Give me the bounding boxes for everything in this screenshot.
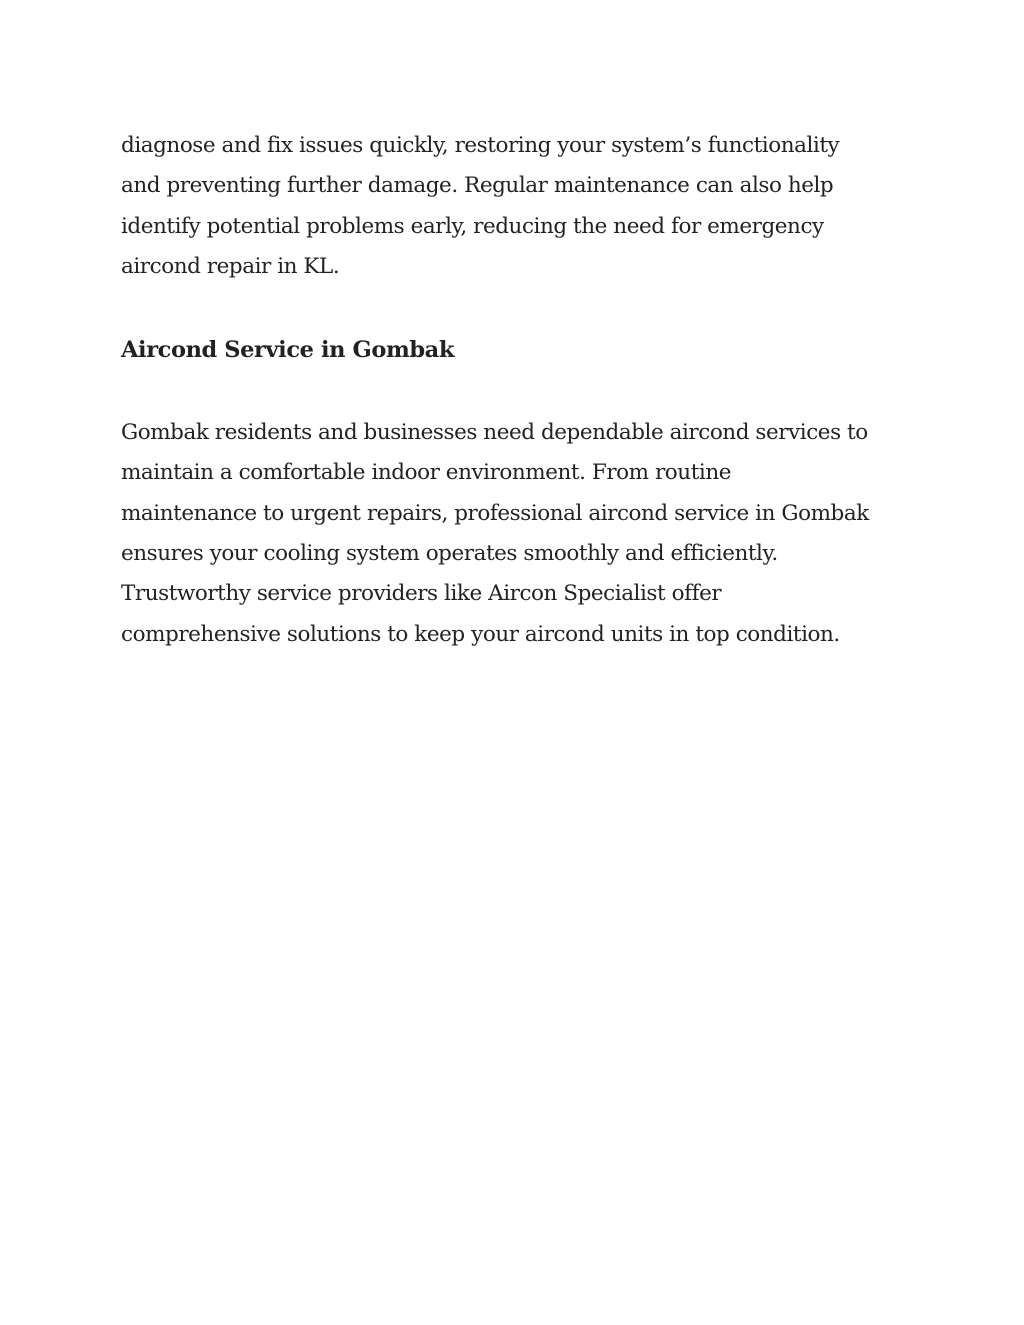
text-line: Trustworthy service providers like Aircon Specialist offer bbox=[121, 581, 722, 607]
document-body bbox=[121, 126, 921, 655]
text-line: aircond repair in KL. bbox=[121, 253, 340, 279]
section-heading: Aircond Service in Gombak bbox=[121, 337, 455, 364]
text-line: diagnose and fix issues quickly, restoring your system’s functionality bbox=[121, 133, 840, 158]
spacer bbox=[121, 287, 921, 330]
paragraph-gombak-service bbox=[121, 413, 921, 655]
text-line: and preventing further damage. Regular maintenance can also help bbox=[121, 173, 834, 199]
text-line: maintain a comfortable indoor environment. From routine bbox=[121, 460, 731, 486]
text-line: ensures your cooling system operates smoothly and efficiently. bbox=[121, 541, 778, 567]
paragraph-repair-intro bbox=[121, 126, 921, 287]
spacer bbox=[121, 370, 921, 413]
text-line: identify potential problems early, reducing the need for emergency bbox=[121, 213, 824, 239]
text-line: maintenance to urgent repairs, professional aircond service in Gombak bbox=[121, 500, 869, 526]
text-line: Gombak residents and businesses need dependable aircond services to bbox=[121, 420, 868, 446]
text-line: comprehensive solutions to keep your aircond units in top condition. bbox=[121, 621, 840, 647]
